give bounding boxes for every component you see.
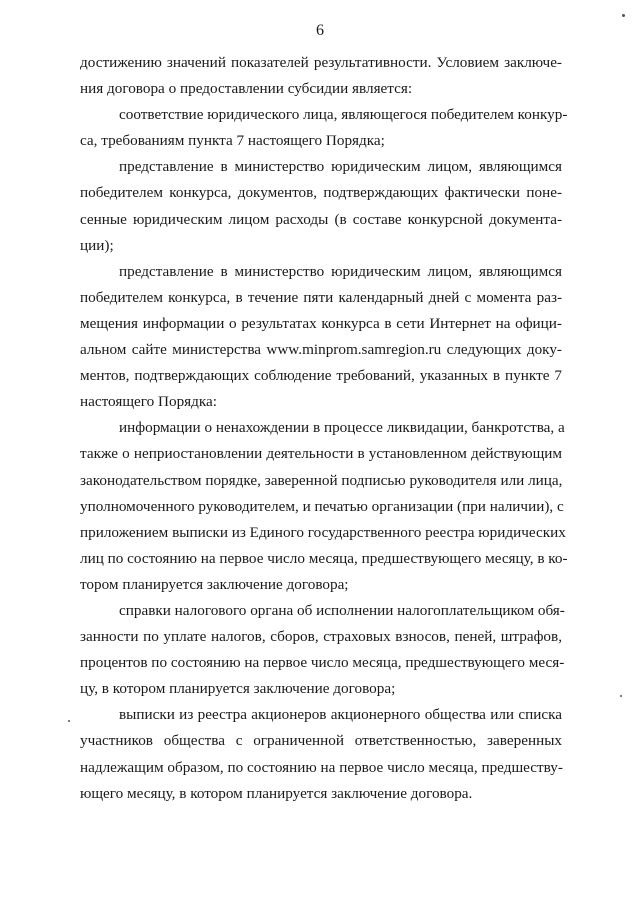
paragraph-line: надлежащим образом, по состоянию на первое число месяца, предшеству- <box>80 758 563 776</box>
paragraph-line: ющего месяцу, в котором планируется заключение договора. <box>80 784 473 802</box>
page-number: 6 <box>316 22 324 39</box>
paragraph-line: участников общества с ограниченной ответственностью, заверенных <box>80 732 562 750</box>
paragraph-first-line: информации о ненахождении в процессе ликвидации, банкротства, а <box>119 419 565 437</box>
paragraph-line: законодательством порядке, заверенной подписью руководителя или лица, <box>80 471 563 489</box>
paragraph-line: тором планируется заключение договора; <box>80 575 349 593</box>
paragraph-line: настоящего Порядка: <box>80 393 217 411</box>
paragraph-line: также о неприостановлении деятельности в установленном действующим <box>80 445 562 463</box>
paragraph-line: приложением выписки из Единого государственного реестра юридических <box>80 523 566 541</box>
paragraph-line: са, требованиям пункта 7 настоящего Порядка; <box>80 132 385 150</box>
paragraph-line: сенные юридическим лицом расходы (в составе конкурсной документа- <box>80 210 562 228</box>
paragraph-line: альном сайте министерства www.minprom.samregion.ru следующих доку- <box>80 341 562 359</box>
paragraph-line: достижению значений показателей результативности. Условием заключе- <box>80 54 562 71</box>
paragraph-line: процентов по состоянию на первое число месяца, предшествующего меся- <box>80 654 565 672</box>
paragraph-line: уполномоченного руководителем, и печатью организации (при наличии), с <box>80 497 564 515</box>
paragraph-line: победителем конкурса, документов, подтверждающих фактически поне- <box>80 184 562 202</box>
scan-speck <box>622 14 625 17</box>
paragraph-line: занности по уплате налогов, сборов, страховых взносов, пеней, штрафов, <box>80 628 562 646</box>
scan-speck <box>620 695 622 697</box>
document-body <box>80 50 568 807</box>
paragraph-line: цу, в котором планируется заключение договора; <box>80 680 396 698</box>
paragraph-line: лиц по состоянию на первое число месяца, предшествующего месяцу, в ко- <box>80 549 568 567</box>
paragraph-first-line: представление в министерство юридическим лицом, являющимся <box>119 262 562 280</box>
paragraph-first-line: справки налогового органа об исполнении налогоплательщиком обя- <box>119 601 565 619</box>
paragraph-line: ции); <box>80 236 114 254</box>
paragraph-line: ния договора о предоставлении субсидии является: <box>80 80 413 98</box>
scan-speck <box>68 720 70 722</box>
paragraph-line: мещения информации о результатах конкурса в сети Интернет на офици- <box>80 314 562 332</box>
paragraph-first-line: представление в министерство юридическим лицом, являющимся <box>119 158 562 176</box>
paragraph-line: ментов, подтверждающих соблюдение требований, указанных в пункте 7 <box>80 367 562 385</box>
paragraph-line: победителем конкурса, в течение пяти календарный дней с момента раз- <box>80 288 562 306</box>
paragraph-first-line: выписки из реестра акционеров акционерного общества или списка <box>119 706 562 724</box>
paragraph-first-line: соответствие юридического лица, являющегося победителем конкур- <box>119 106 568 124</box>
